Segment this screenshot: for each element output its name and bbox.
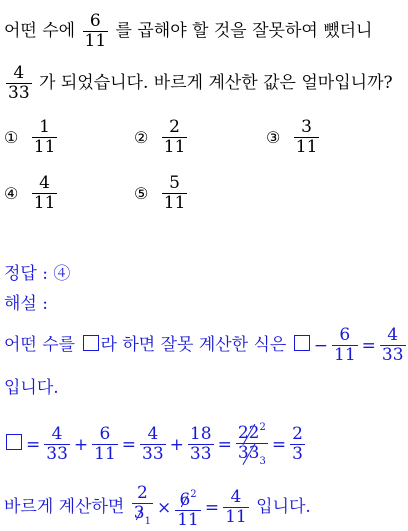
fraction: $\frac{6^2}{11}$ bbox=[175, 485, 201, 530]
fraction: $\frac{2}{11}$ bbox=[163, 117, 186, 157]
unknown-box bbox=[294, 335, 310, 351]
fraction: $\frac{4}{33}$ bbox=[142, 424, 164, 464]
question-line-2 bbox=[4, 64, 393, 103]
fraction: $\frac{4}{33}$ bbox=[8, 63, 30, 103]
unknown-box bbox=[83, 335, 99, 351]
choice-marker: ① bbox=[4, 128, 19, 147]
choice-4[interactable] bbox=[4, 174, 59, 213]
calculation-line: = $\frac{4}{33}$ + $\frac{6}{11}$ = $\frac{4}{33}$ + $\frac{18}{33}$ = $\frac{22^2}{33_3}$ = $\frac{2}{3}$ bbox=[4, 418, 307, 471]
choice-marker: ④ bbox=[4, 184, 19, 203]
fraction: $\frac{6}{11}$ bbox=[334, 325, 356, 365]
choice-marker: ② bbox=[134, 128, 149, 147]
question-text: 를 곱해야 할 것을 잘못하여 뺐더니 bbox=[115, 21, 373, 41]
fraction: $\frac{18}{33}$ bbox=[189, 424, 212, 464]
question-text: 어떤 수에 bbox=[4, 21, 76, 41]
unknown-box bbox=[6, 434, 22, 450]
fraction: $\frac{4}{11}$ bbox=[225, 487, 247, 527]
question-text: 가 되었습니다. 바르게 계산한 값은 얼마입니까? bbox=[39, 73, 393, 93]
choice-3[interactable] bbox=[266, 118, 321, 157]
explanation-step-1: 어떤 수를 라 하면 잘못 계산한 식은 − $\frac{6}{11}$ = $\frac{4}{33}$ bbox=[4, 325, 404, 365]
fraction: $\frac{4}{33}$ bbox=[381, 325, 404, 365]
choice-1[interactable] bbox=[4, 118, 59, 157]
question-line-1 bbox=[4, 12, 372, 51]
explanation-step-2: 입니다. bbox=[4, 378, 59, 398]
fraction: $\frac{2}{3_1}$ bbox=[133, 483, 151, 527]
fraction: $\frac{1}{11}$ bbox=[33, 117, 56, 157]
fraction: $\frac{3}{11}$ bbox=[295, 117, 318, 157]
fraction: $\frac{4}{11}$ bbox=[33, 173, 56, 213]
explanation-label: 해설 : bbox=[4, 294, 48, 314]
fraction: $\frac{6}{11}$ bbox=[94, 424, 116, 464]
fraction: $\frac{4}{33}$ bbox=[46, 424, 68, 464]
choice-marker: ⑤ bbox=[134, 184, 149, 203]
final-line: 바르게 계산하면 $\frac{2}{3_1}$ × $\frac{6^2}{11}$ = $\frac{4}{11}$ 입니다. bbox=[4, 483, 311, 530]
choice-2[interactable] bbox=[134, 118, 189, 157]
answer-label: 정답 : bbox=[4, 264, 48, 284]
fraction: $\frac{6}{11}$ bbox=[84, 11, 107, 51]
choice-5[interactable] bbox=[134, 174, 189, 213]
answer-line bbox=[4, 264, 70, 284]
answer-value: ④ bbox=[53, 264, 71, 284]
fraction: $\frac{5}{11}$ bbox=[163, 173, 186, 213]
fraction: $\frac{2}{3}$ bbox=[292, 424, 303, 464]
fraction: $\frac{22^2}{33_3}$ bbox=[236, 418, 268, 471]
choice-marker: ③ bbox=[266, 128, 281, 147]
